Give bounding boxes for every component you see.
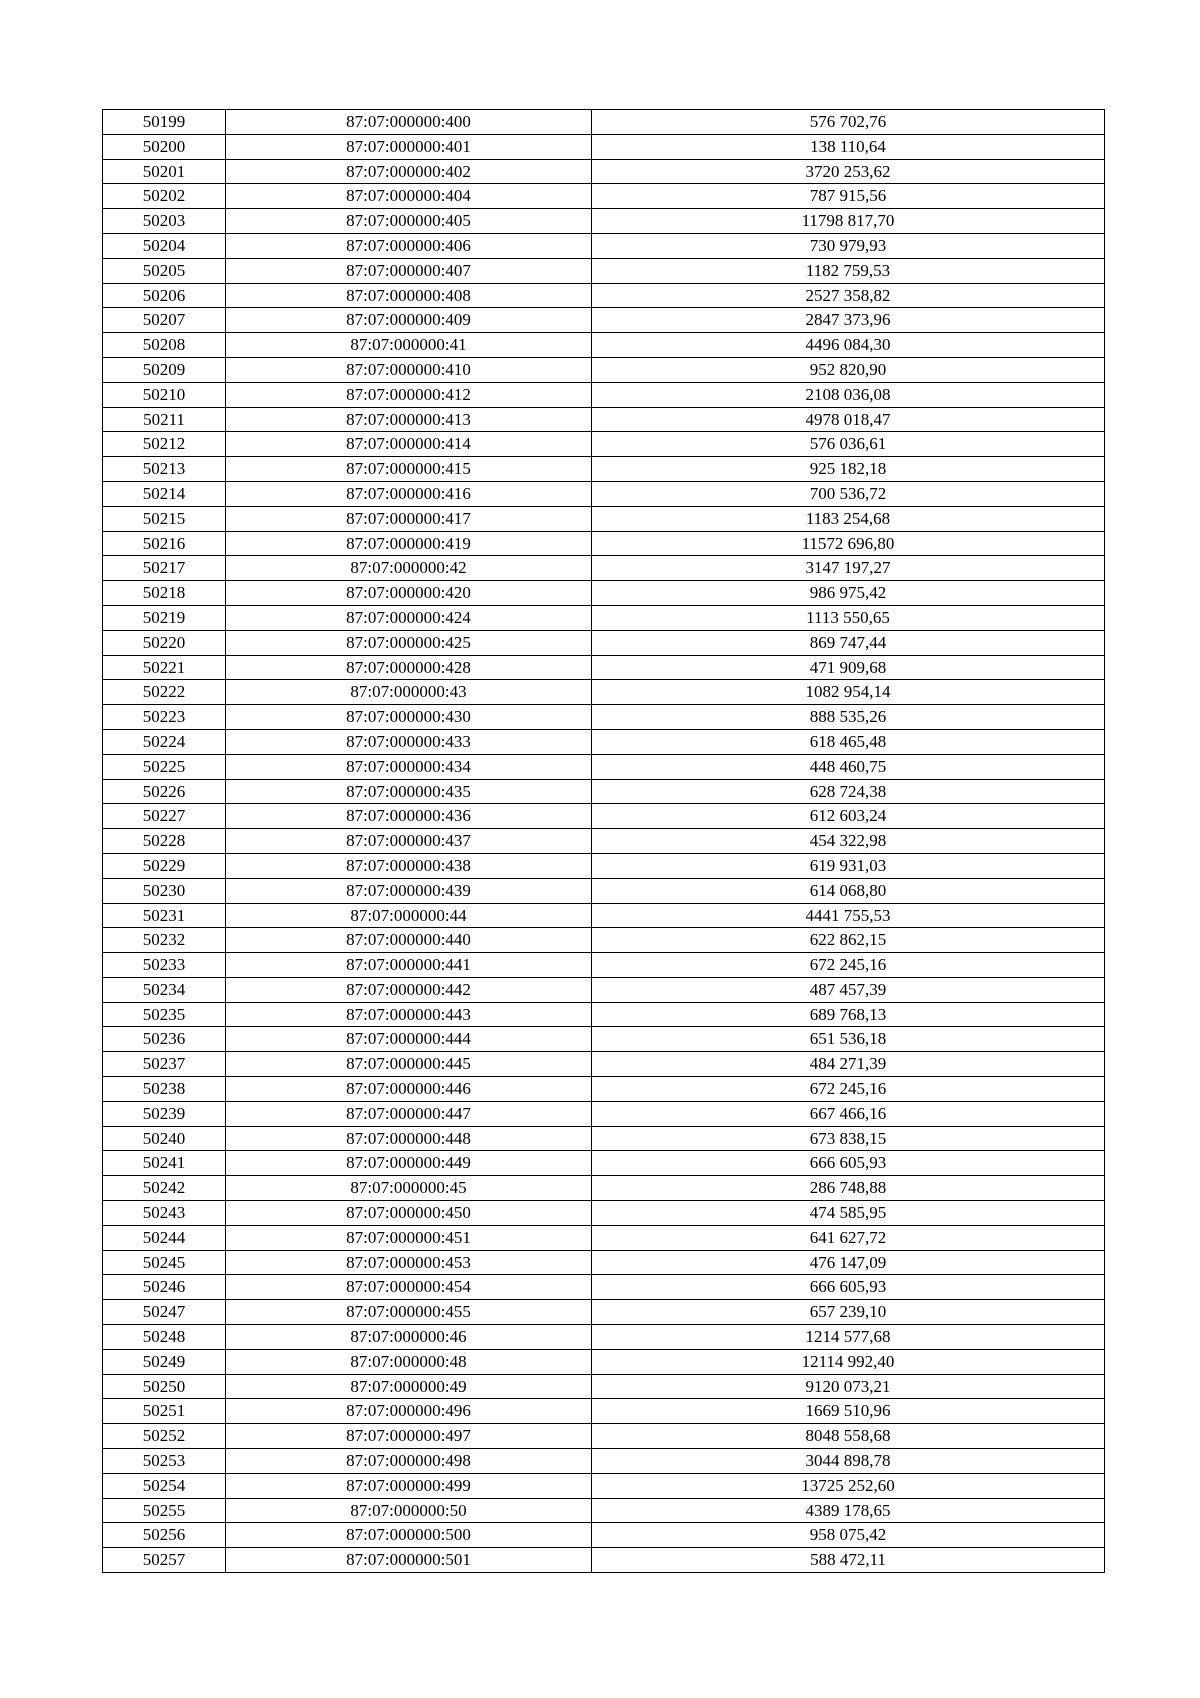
table-row <box>103 1548 1105 1573</box>
cadastral-value-cell: 3720 253,62 <box>592 159 1105 184</box>
cadastral-number-cell: 87:07:000000:412 <box>226 382 592 407</box>
cadastral-number-cell: 87:07:000000:43 <box>226 680 592 705</box>
table-row <box>103 977 1105 1002</box>
cadastral-number-cell: 87:07:000000:434 <box>226 754 592 779</box>
cadastral-value-cell: 11798 817,70 <box>592 209 1105 234</box>
cadastral-value-cell: 730 979,93 <box>592 233 1105 258</box>
cadastral-value-cell: 4496 084,30 <box>592 333 1105 358</box>
cadastral-number-cell: 87:07:000000:424 <box>226 605 592 630</box>
row-number-cell: 50216 <box>103 531 226 556</box>
row-number-cell: 50213 <box>103 457 226 482</box>
cadastral-value-cell: 448 460,75 <box>592 754 1105 779</box>
cadastral-value-cell: 2847 373,96 <box>592 308 1105 333</box>
cadastral-number-cell: 87:07:000000:42 <box>226 556 592 581</box>
cadastral-value-cell: 13725 252,60 <box>592 1473 1105 1498</box>
cadastral-number-cell: 87:07:000000:501 <box>226 1548 592 1573</box>
cadastral-number-cell: 87:07:000000:442 <box>226 977 592 1002</box>
table-row <box>103 1523 1105 1548</box>
cadastral-value-cell: 1214 577,68 <box>592 1325 1105 1350</box>
cadastral-value-cell: 588 472,11 <box>592 1548 1105 1573</box>
row-number-cell: 50256 <box>103 1523 226 1548</box>
row-number-cell: 50223 <box>103 705 226 730</box>
cadastral-number-cell: 87:07:000000:448 <box>226 1126 592 1151</box>
cadastral-value-cell: 641 627,72 <box>592 1225 1105 1250</box>
table-row <box>103 1176 1105 1201</box>
cadastral-number-cell: 87:07:000000:499 <box>226 1473 592 1498</box>
table-row <box>103 1473 1105 1498</box>
cadastral-number-cell: 87:07:000000:49 <box>226 1374 592 1399</box>
table-row <box>103 853 1105 878</box>
table-row <box>103 1201 1105 1226</box>
row-number-cell: 50250 <box>103 1374 226 1399</box>
row-number-cell: 50202 <box>103 184 226 209</box>
row-number-cell: 50242 <box>103 1176 226 1201</box>
cadastral-number-cell: 87:07:000000:444 <box>226 1027 592 1052</box>
cadastral-number-cell: 87:07:000000:433 <box>226 729 592 754</box>
cadastral-value-cell: 4441 755,53 <box>592 903 1105 928</box>
table-row <box>103 283 1105 308</box>
cadastral-value-cell: 888 535,26 <box>592 705 1105 730</box>
cadastral-value-cell: 286 748,88 <box>592 1176 1105 1201</box>
row-number-cell: 50206 <box>103 283 226 308</box>
table-row <box>103 655 1105 680</box>
table-row <box>103 1349 1105 1374</box>
table-row <box>103 1399 1105 1424</box>
cadastral-value-cell: 666 605,93 <box>592 1151 1105 1176</box>
row-number-cell: 50257 <box>103 1548 226 1573</box>
cadastral-number-cell: 87:07:000000:497 <box>226 1424 592 1449</box>
cadastral-number-cell: 87:07:000000:406 <box>226 233 592 258</box>
cadastral-number-cell: 87:07:000000:441 <box>226 953 592 978</box>
cadastral-value-cell: 8048 558,68 <box>592 1424 1105 1449</box>
cadastral-value-cell: 619 931,03 <box>592 853 1105 878</box>
table-row <box>103 233 1105 258</box>
cadastral-value-cell: 672 245,16 <box>592 1077 1105 1102</box>
row-number-cell: 50204 <box>103 233 226 258</box>
cadastral-number-cell: 87:07:000000:45 <box>226 1176 592 1201</box>
cadastral-value-cell: 614 068,80 <box>592 878 1105 903</box>
table-row <box>103 1225 1105 1250</box>
cadastral-number-cell: 87:07:000000:41 <box>226 333 592 358</box>
cadastral-value-cell: 612 603,24 <box>592 804 1105 829</box>
table-row <box>103 382 1105 407</box>
row-number-cell: 50205 <box>103 258 226 283</box>
table-row <box>103 878 1105 903</box>
cadastral-value-cell: 925 182,18 <box>592 457 1105 482</box>
table-row <box>103 159 1105 184</box>
cadastral-number-cell: 87:07:000000:417 <box>226 506 592 531</box>
cadastral-number-cell: 87:07:000000:415 <box>226 457 592 482</box>
row-number-cell: 50207 <box>103 308 226 333</box>
table-row <box>103 1275 1105 1300</box>
cadastral-value-cell: 1182 759,53 <box>592 258 1105 283</box>
row-number-cell: 50209 <box>103 357 226 382</box>
cadastral-number-cell: 87:07:000000:449 <box>226 1151 592 1176</box>
cadastral-value-cell: 576 036,61 <box>592 432 1105 457</box>
cadastral-value-cell: 3147 197,27 <box>592 556 1105 581</box>
row-number-cell: 50240 <box>103 1126 226 1151</box>
cadastral-value-cell: 700 536,72 <box>592 481 1105 506</box>
cadastral-number-cell: 87:07:000000:416 <box>226 481 592 506</box>
cadastral-number-cell: 87:07:000000:425 <box>226 630 592 655</box>
cadastral-value-table <box>102 109 1105 1573</box>
table-row <box>103 1250 1105 1275</box>
row-number-cell: 50210 <box>103 382 226 407</box>
cadastral-number-cell: 87:07:000000:400 <box>226 110 592 135</box>
cadastral-number-cell: 87:07:000000:428 <box>226 655 592 680</box>
table-row <box>103 134 1105 159</box>
cadastral-value-cell: 672 245,16 <box>592 953 1105 978</box>
row-number-cell: 50232 <box>103 928 226 953</box>
table-row <box>103 779 1105 804</box>
cadastral-number-cell: 87:07:000000:407 <box>226 258 592 283</box>
row-number-cell: 50224 <box>103 729 226 754</box>
table-row <box>103 1077 1105 1102</box>
cadastral-value-cell: 986 975,42 <box>592 581 1105 606</box>
cadastral-number-cell: 87:07:000000:44 <box>226 903 592 928</box>
row-number-cell: 50225 <box>103 754 226 779</box>
cadastral-value-cell: 471 909,68 <box>592 655 1105 680</box>
cadastral-value-cell: 2108 036,08 <box>592 382 1105 407</box>
table-row <box>103 1300 1105 1325</box>
row-number-cell: 50231 <box>103 903 226 928</box>
row-number-cell: 50249 <box>103 1349 226 1374</box>
row-number-cell: 50248 <box>103 1325 226 1350</box>
cadastral-value-cell: 622 862,15 <box>592 928 1105 953</box>
row-number-cell: 50245 <box>103 1250 226 1275</box>
cadastral-number-cell: 87:07:000000:437 <box>226 829 592 854</box>
table-row <box>103 110 1105 135</box>
table-row <box>103 729 1105 754</box>
cadastral-value-cell: 2527 358,82 <box>592 283 1105 308</box>
row-number-cell: 50255 <box>103 1498 226 1523</box>
cadastral-number-cell: 87:07:000000:498 <box>226 1449 592 1474</box>
row-number-cell: 50252 <box>103 1424 226 1449</box>
row-number-cell: 50234 <box>103 977 226 1002</box>
cadastral-value-cell: 657 239,10 <box>592 1300 1105 1325</box>
table-row <box>103 581 1105 606</box>
cadastral-number-cell: 87:07:000000:401 <box>226 134 592 159</box>
table-row <box>103 680 1105 705</box>
table-row <box>103 333 1105 358</box>
cadastral-number-cell: 87:07:000000:450 <box>226 1201 592 1226</box>
table-row <box>103 407 1105 432</box>
row-number-cell: 50222 <box>103 680 226 705</box>
row-number-cell: 50215 <box>103 506 226 531</box>
cadastral-number-cell: 87:07:000000:430 <box>226 705 592 730</box>
cadastral-value-cell: 673 838,15 <box>592 1126 1105 1151</box>
row-number-cell: 50251 <box>103 1399 226 1424</box>
cadastral-number-cell: 87:07:000000:435 <box>226 779 592 804</box>
table-row <box>103 1424 1105 1449</box>
table-row <box>103 1126 1105 1151</box>
cadastral-number-cell: 87:07:000000:48 <box>226 1349 592 1374</box>
cadastral-value-cell: 689 768,13 <box>592 1002 1105 1027</box>
cadastral-value-cell: 11572 696,80 <box>592 531 1105 556</box>
table-row <box>103 903 1105 928</box>
row-number-cell: 50229 <box>103 853 226 878</box>
cadastral-number-cell: 87:07:000000:50 <box>226 1498 592 1523</box>
cadastral-number-cell: 87:07:000000:420 <box>226 581 592 606</box>
cadastral-value-cell: 576 702,76 <box>592 110 1105 135</box>
table-row <box>103 481 1105 506</box>
table-row <box>103 209 1105 234</box>
row-number-cell: 50219 <box>103 605 226 630</box>
table-row <box>103 928 1105 953</box>
cadastral-value-cell: 12114 992,40 <box>592 1349 1105 1374</box>
table-row <box>103 605 1105 630</box>
cadastral-number-cell: 87:07:000000:500 <box>226 1523 592 1548</box>
table-row <box>103 357 1105 382</box>
table-row <box>103 432 1105 457</box>
cadastral-value-cell: 628 724,38 <box>592 779 1105 804</box>
cadastral-number-cell: 87:07:000000:440 <box>226 928 592 953</box>
row-number-cell: 50253 <box>103 1449 226 1474</box>
row-number-cell: 50236 <box>103 1027 226 1052</box>
cadastral-value-cell: 1669 510,96 <box>592 1399 1105 1424</box>
cadastral-number-cell: 87:07:000000:402 <box>226 159 592 184</box>
row-number-cell: 50237 <box>103 1052 226 1077</box>
cadastral-number-cell: 87:07:000000:46 <box>226 1325 592 1350</box>
cadastral-number-cell: 87:07:000000:454 <box>226 1275 592 1300</box>
cadastral-number-cell: 87:07:000000:438 <box>226 853 592 878</box>
table-row <box>103 1374 1105 1399</box>
table-row <box>103 1052 1105 1077</box>
row-number-cell: 50244 <box>103 1225 226 1250</box>
cadastral-number-cell: 87:07:000000:408 <box>226 283 592 308</box>
cadastral-number-cell: 87:07:000000:410 <box>226 357 592 382</box>
row-number-cell: 50226 <box>103 779 226 804</box>
cadastral-number-cell: 87:07:000000:443 <box>226 1002 592 1027</box>
table-row <box>103 754 1105 779</box>
row-number-cell: 50208 <box>103 333 226 358</box>
table-row <box>103 1498 1105 1523</box>
cadastral-value-cell: 1113 550,65 <box>592 605 1105 630</box>
row-number-cell: 50203 <box>103 209 226 234</box>
table-body <box>103 110 1105 1573</box>
table-row <box>103 804 1105 829</box>
row-number-cell: 50233 <box>103 953 226 978</box>
cadastral-number-cell: 87:07:000000:439 <box>226 878 592 903</box>
cadastral-value-cell: 1183 254,68 <box>592 506 1105 531</box>
cadastral-number-cell: 87:07:000000:446 <box>226 1077 592 1102</box>
cadastral-value-cell: 454 322,98 <box>592 829 1105 854</box>
cadastral-value-cell: 474 585,95 <box>592 1201 1105 1226</box>
row-number-cell: 50221 <box>103 655 226 680</box>
row-number-cell: 50238 <box>103 1077 226 1102</box>
cadastral-number-cell: 87:07:000000:409 <box>226 308 592 333</box>
cadastral-value-cell: 4389 178,65 <box>592 1498 1105 1523</box>
cadastral-value-cell: 138 110,64 <box>592 134 1105 159</box>
table-row <box>103 829 1105 854</box>
row-number-cell: 50217 <box>103 556 226 581</box>
row-number-cell: 50211 <box>103 407 226 432</box>
cadastral-number-cell: 87:07:000000:455 <box>226 1300 592 1325</box>
cadastral-value-cell: 476 147,09 <box>592 1250 1105 1275</box>
cadastral-value-cell: 787 915,56 <box>592 184 1105 209</box>
table-row <box>103 705 1105 730</box>
cadastral-number-cell: 87:07:000000:405 <box>226 209 592 234</box>
cadastral-number-cell: 87:07:000000:447 <box>226 1101 592 1126</box>
row-number-cell: 50243 <box>103 1201 226 1226</box>
cadastral-number-cell: 87:07:000000:453 <box>226 1250 592 1275</box>
row-number-cell: 50220 <box>103 630 226 655</box>
row-number-cell: 50218 <box>103 581 226 606</box>
cadastral-value-cell: 618 465,48 <box>592 729 1105 754</box>
cadastral-value-cell: 958 075,42 <box>592 1523 1105 1548</box>
row-number-cell: 50214 <box>103 481 226 506</box>
cadastral-value-cell: 651 536,18 <box>592 1027 1105 1052</box>
table-row <box>103 556 1105 581</box>
cadastral-value-cell: 9120 073,21 <box>592 1374 1105 1399</box>
cadastral-number-cell: 87:07:000000:404 <box>226 184 592 209</box>
table-row <box>103 1325 1105 1350</box>
table-row <box>103 1002 1105 1027</box>
row-number-cell: 50227 <box>103 804 226 829</box>
cadastral-value-cell: 952 820,90 <box>592 357 1105 382</box>
cadastral-value-cell: 487 457,39 <box>592 977 1105 1002</box>
row-number-cell: 50241 <box>103 1151 226 1176</box>
table-row <box>103 457 1105 482</box>
row-number-cell: 50235 <box>103 1002 226 1027</box>
row-number-cell: 50239 <box>103 1101 226 1126</box>
cadastral-number-cell: 87:07:000000:496 <box>226 1399 592 1424</box>
cadastral-number-cell: 87:07:000000:445 <box>226 1052 592 1077</box>
row-number-cell: 50246 <box>103 1275 226 1300</box>
cadastral-value-cell: 1082 954,14 <box>592 680 1105 705</box>
cadastral-value-cell: 3044 898,78 <box>592 1449 1105 1474</box>
cadastral-number-cell: 87:07:000000:451 <box>226 1225 592 1250</box>
row-number-cell: 50199 <box>103 110 226 135</box>
cadastral-number-cell: 87:07:000000:414 <box>226 432 592 457</box>
row-number-cell: 50230 <box>103 878 226 903</box>
row-number-cell: 50212 <box>103 432 226 457</box>
cadastral-number-cell: 87:07:000000:436 <box>226 804 592 829</box>
row-number-cell: 50228 <box>103 829 226 854</box>
table-row <box>103 1151 1105 1176</box>
row-number-cell: 50254 <box>103 1473 226 1498</box>
cadastral-value-cell: 484 271,39 <box>592 1052 1105 1077</box>
cadastral-value-cell: 667 466,16 <box>592 1101 1105 1126</box>
row-number-cell: 50201 <box>103 159 226 184</box>
cadastral-value-cell: 4978 018,47 <box>592 407 1105 432</box>
row-number-cell: 50200 <box>103 134 226 159</box>
cadastral-number-cell: 87:07:000000:419 <box>226 531 592 556</box>
cadastral-value-cell: 869 747,44 <box>592 630 1105 655</box>
table-row <box>103 184 1105 209</box>
table-row <box>103 1101 1105 1126</box>
table-row <box>103 258 1105 283</box>
table-row <box>103 1449 1105 1474</box>
table-row <box>103 630 1105 655</box>
table-row <box>103 308 1105 333</box>
cadastral-value-cell: 666 605,93 <box>592 1275 1105 1300</box>
table-row <box>103 1027 1105 1052</box>
table-row <box>103 506 1105 531</box>
row-number-cell: 50247 <box>103 1300 226 1325</box>
table-row <box>103 953 1105 978</box>
table-row <box>103 531 1105 556</box>
cadastral-number-cell: 87:07:000000:413 <box>226 407 592 432</box>
